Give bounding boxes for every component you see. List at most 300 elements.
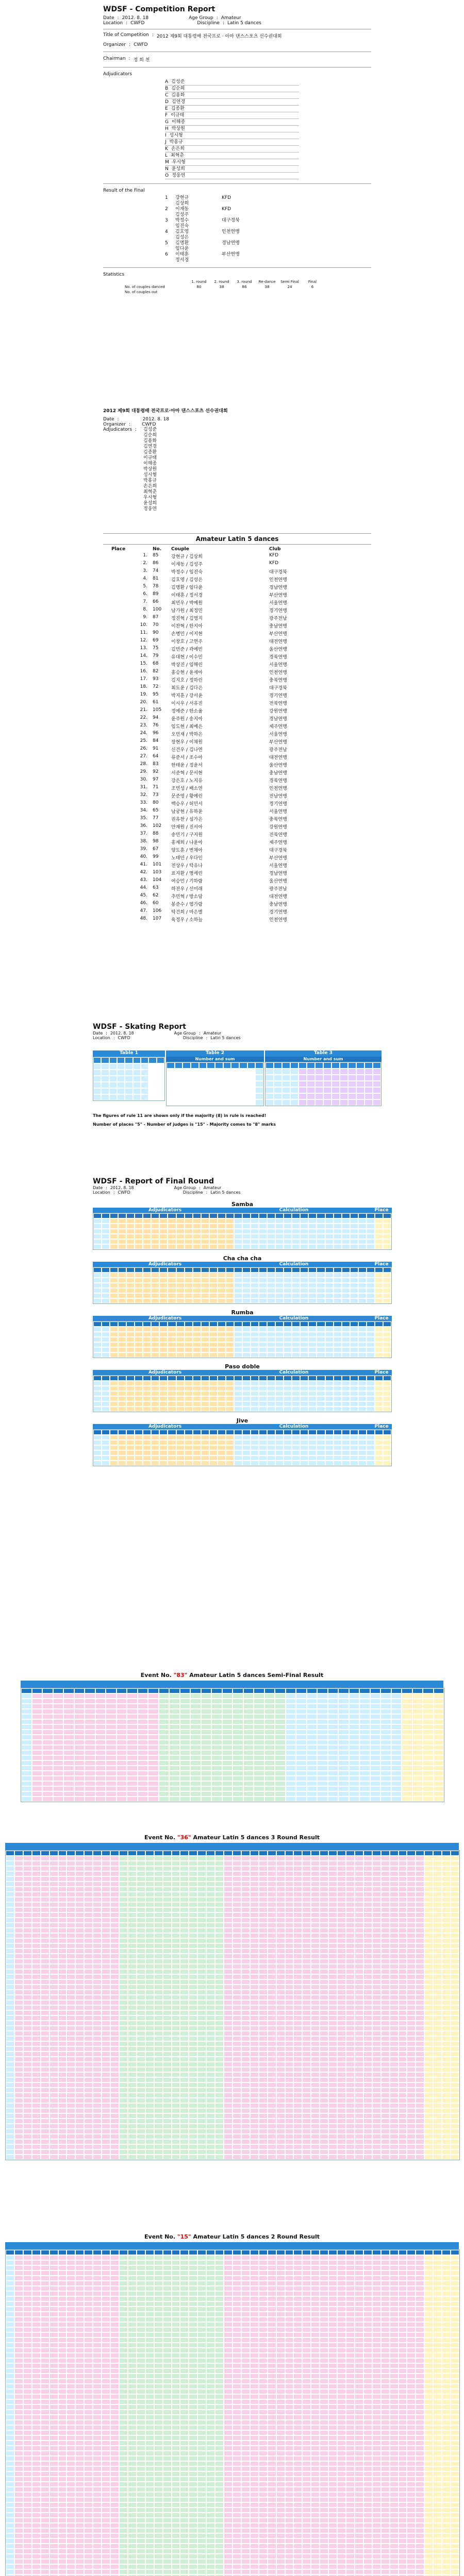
- event-cell: [390, 1985, 399, 1990]
- event-cell: [268, 2036, 276, 2041]
- event-cell: [93, 1882, 102, 1887]
- dance-cell: [168, 1440, 176, 1445]
- dance-cell: [259, 1440, 267, 1445]
- placing-couple: 탁건희 / 마은별: [171, 910, 203, 915]
- event-cell: [110, 1943, 119, 1948]
- dance-cell: [168, 1450, 176, 1455]
- event-cell: [222, 1745, 233, 1750]
- fr-location-label: Location: [93, 1190, 110, 1195]
- event-cell: [32, 1995, 41, 2000]
- dance-cell: [159, 1352, 168, 1358]
- dance-cell: [267, 1283, 275, 1288]
- event-cell: [391, 1688, 402, 1693]
- event-cell: [53, 1724, 64, 1730]
- event-cell: [215, 1969, 224, 1974]
- event-cell: [163, 1902, 172, 1907]
- dance-cell: [201, 1239, 209, 1244]
- event-cell: [102, 1923, 110, 1928]
- event-cell: [180, 1730, 191, 1735]
- event-cell: [75, 1933, 84, 1938]
- event-cell: [58, 1923, 67, 1928]
- dance-cell: [383, 1234, 391, 1239]
- event-cell: [58, 1938, 67, 1943]
- dance-cell: [110, 1450, 118, 1455]
- event-cell: [276, 2021, 285, 2026]
- dance-cell: [325, 1342, 334, 1347]
- dance-cell: [193, 1224, 201, 1229]
- dance-cell: [300, 1337, 308, 1342]
- event-cell: [241, 1882, 250, 1887]
- event-cell: [407, 1959, 416, 1964]
- dance-cell: [126, 1234, 135, 1239]
- grid-cell: [290, 1062, 299, 1069]
- grid-cell: [348, 1093, 356, 1099]
- event-cell: [206, 1861, 215, 1866]
- final-partner-b: 김성은: [175, 235, 189, 240]
- event-cell: [21, 1724, 32, 1730]
- event-cell: [224, 2000, 233, 2005]
- event-cell: [49, 1871, 58, 1876]
- dance-cell: [176, 1450, 185, 1455]
- grid-cell: [148, 1076, 156, 1082]
- event-cell: [74, 1755, 85, 1760]
- placing-couple: 육정우 / 소하늘: [171, 918, 203, 923]
- event-cell: [433, 1938, 442, 1943]
- dance-cell: [151, 1381, 159, 1386]
- event-cell: [268, 2052, 276, 2057]
- dance-cell: [159, 1386, 168, 1391]
- event-cell: [268, 2015, 276, 2021]
- dance-cell: [358, 1440, 367, 1445]
- dance-block: [93, 1417, 392, 1466]
- event-cell: [74, 1714, 85, 1719]
- dance-cell: [168, 1283, 176, 1288]
- event-cell: [268, 2010, 276, 2015]
- event-cell: [211, 1760, 222, 1766]
- grid-cell: [148, 1082, 156, 1088]
- event-cell: [349, 1797, 360, 1802]
- dance-cell: [102, 1352, 110, 1358]
- grid-cell: [223, 1062, 231, 1069]
- dance-cell: [193, 1440, 201, 1445]
- dance-cell: [317, 1298, 325, 1303]
- event-cell: [442, 1861, 451, 1866]
- dance-cell: [292, 1327, 300, 1332]
- dance-cell: [218, 1430, 226, 1435]
- event-cell: [320, 1851, 328, 1856]
- event-cell: [391, 1714, 402, 1719]
- dance-cell: [159, 1239, 168, 1244]
- dance-cell: [342, 1406, 350, 1412]
- event-cell: [407, 1897, 416, 1902]
- placing-club: 충남연맹: [269, 624, 287, 629]
- placing-couple: 노태민 / 우다인: [171, 856, 203, 861]
- event-cell: [264, 1760, 275, 1766]
- event-cell: [32, 2005, 41, 2010]
- dance-cell: [176, 1376, 185, 1381]
- event-cell: [180, 1776, 191, 1781]
- grid-cell: [117, 1063, 125, 1070]
- dance-cell: [342, 1321, 350, 1327]
- event-cell: [41, 2062, 49, 2067]
- dance-cell: [93, 1293, 102, 1298]
- event-cell: [206, 2052, 215, 2057]
- event-cell: [75, 1861, 84, 1866]
- event-cell: [390, 1912, 399, 1918]
- event-cell: [285, 1856, 294, 1861]
- event-cell: [102, 1902, 110, 1907]
- event-cell: [206, 1933, 215, 1938]
- event-cell: [259, 1871, 268, 1876]
- event-cell: [302, 2010, 311, 2015]
- event-cell: [84, 1943, 93, 1948]
- event-cell: [180, 1786, 191, 1791]
- dance-cell: [350, 1430, 358, 1435]
- event-cell: [154, 1995, 163, 2000]
- event-cell: [206, 1882, 215, 1887]
- dance-cell: [118, 1332, 126, 1337]
- event-cell: [119, 1969, 128, 1974]
- event-cell: [85, 1797, 95, 1802]
- event-cell: [241, 2026, 250, 2031]
- event-cell: [372, 1897, 381, 1902]
- dance-cell: [275, 1430, 284, 1435]
- grid-cell: [348, 1099, 356, 1106]
- event-cell: [63, 1740, 74, 1745]
- event-cell: [302, 1871, 311, 1876]
- event-cell: [264, 1766, 275, 1771]
- event-cell: [275, 1688, 286, 1693]
- event-cell: [442, 1912, 451, 1918]
- event-cell: [63, 1791, 74, 1797]
- event-cell: [296, 1786, 307, 1791]
- dance-cell: [267, 1376, 275, 1381]
- event-cell: [433, 2052, 442, 2057]
- event-cell: [264, 1745, 275, 1750]
- final-couple: [175, 195, 222, 207]
- grid-cell: [282, 1099, 290, 1106]
- dance-cell: [284, 1337, 292, 1342]
- dance-cell: [118, 1244, 126, 1249]
- event-cell: [259, 1979, 268, 1985]
- dance-cell: [185, 1283, 193, 1288]
- event-cell: [416, 1933, 424, 1938]
- grid-cell: [215, 1081, 223, 1087]
- event-cell: [23, 1995, 32, 2000]
- placing-couple: 장현우 / 이채원: [171, 740, 203, 745]
- dance-cell: [350, 1213, 358, 1218]
- event-cell: [14, 2057, 23, 2062]
- dance-cell: [218, 1342, 226, 1347]
- dance-cell: [176, 1352, 185, 1358]
- dance-cell: [201, 1321, 209, 1327]
- event-cell: [102, 1985, 110, 1990]
- event-cell: [163, 1943, 172, 1948]
- dance-cell: [93, 1229, 102, 1234]
- event-cell: [49, 1974, 58, 1979]
- event-cell: [110, 1918, 119, 1923]
- event-cell: [215, 2015, 224, 2021]
- dance-cell: [275, 1445, 284, 1450]
- event-cell: [370, 1735, 381, 1740]
- event-cell: [268, 1928, 276, 1933]
- info-adjudicator-name: 박홍규: [143, 478, 157, 483]
- event-cell: [423, 1766, 434, 1771]
- event-cell: [380, 1693, 391, 1699]
- event-cell: [53, 1791, 64, 1797]
- event-cell: [241, 1871, 250, 1876]
- event-cell: [180, 2015, 189, 2021]
- dance-cell: [193, 1445, 201, 1450]
- placing-club: 서울연맹: [269, 601, 287, 606]
- event-cell: [6, 1990, 14, 1995]
- event-cell: [433, 2010, 442, 2015]
- event-cell: [259, 1856, 268, 1861]
- final-result-list: [165, 195, 371, 263]
- dance-cell: [118, 1391, 126, 1396]
- event-cell: [49, 1933, 58, 1938]
- event-cell: [127, 1740, 138, 1745]
- dance-cell: [135, 1293, 143, 1298]
- event-cell: [14, 2062, 23, 2067]
- event-cell: [206, 1995, 215, 2000]
- adjudicator-code: M: [165, 160, 169, 165]
- event-cell: [95, 1740, 106, 1745]
- dance-cell: [185, 1332, 193, 1337]
- event-cell: [243, 1719, 254, 1724]
- event-cell: [148, 1750, 159, 1755]
- dance-cell: [143, 1244, 151, 1249]
- dance-cell: [185, 1376, 193, 1381]
- placing-couple: 박상진 / 임해린: [171, 663, 203, 668]
- event-cell: [110, 1897, 119, 1902]
- dance-cell: [251, 1391, 259, 1396]
- event-cell: [391, 1797, 402, 1802]
- event-cell: [128, 1897, 137, 1902]
- event-cell: [338, 1735, 349, 1740]
- adjudicator-row: [165, 119, 299, 126]
- grid-cell: [332, 1081, 340, 1087]
- event-cell: [189, 1856, 197, 1861]
- table1-grid: [93, 1057, 165, 1101]
- event-cell: [215, 2031, 224, 2036]
- event-cell: [93, 1938, 102, 1943]
- dance-cell: [300, 1461, 308, 1466]
- event-cell: [402, 1786, 412, 1791]
- event-cell: [224, 1979, 233, 1985]
- event-cell: [276, 1861, 285, 1866]
- dance-cell: [176, 1396, 185, 1401]
- event-cell: [302, 2057, 311, 2062]
- dance-cell: [367, 1234, 375, 1239]
- dance-cell: [185, 1396, 193, 1401]
- event-cell: [93, 1918, 102, 1923]
- dance-cell: [342, 1293, 350, 1298]
- dance-cell: [342, 1342, 350, 1347]
- placing-club: 전북연맹: [269, 833, 287, 838]
- event-cell: [148, 1719, 159, 1724]
- event-cell: [189, 1902, 197, 1907]
- dance-cell: [375, 1376, 383, 1381]
- event-cell: [53, 1688, 64, 1693]
- event-cell: [169, 1776, 180, 1781]
- event-cell: [349, 1745, 360, 1750]
- event-cell: [254, 1714, 264, 1719]
- event-cell: [206, 2010, 215, 2015]
- dance-cell: [218, 1401, 226, 1406]
- event-cell: [206, 1902, 215, 1907]
- event-cell: [197, 1948, 206, 1954]
- event-cell: [74, 1735, 85, 1740]
- dance-cell: [317, 1327, 325, 1332]
- event-cell: [128, 1902, 137, 1907]
- grid-cell: [167, 1069, 175, 1075]
- event-cell: [434, 1714, 444, 1719]
- dance-cell: [251, 1213, 259, 1218]
- event-cell: [32, 1719, 43, 1724]
- event-cell: [93, 2052, 102, 2057]
- event-cell: [190, 1771, 201, 1776]
- grid-cell: [266, 1099, 274, 1106]
- event-cell: [407, 1861, 416, 1866]
- event-cell: [293, 2031, 302, 2036]
- event-cell: [380, 1730, 391, 1735]
- adjudicator-code: J: [165, 140, 167, 145]
- event-cell: [172, 1964, 180, 1969]
- event-cell: [359, 1760, 370, 1766]
- event-cell: [67, 2057, 75, 2062]
- adjudicator-name: 박상원: [171, 126, 185, 131]
- dance-cell: [234, 1450, 242, 1455]
- dance-cell: [185, 1347, 193, 1352]
- event-cell: [399, 1923, 407, 1928]
- dance-cell: [342, 1278, 350, 1283]
- dance-cell: [151, 1386, 159, 1391]
- event-cell: [215, 2036, 224, 2041]
- fr-date-label: Date: [93, 1185, 103, 1190]
- event-cell: [23, 1918, 32, 1923]
- grid-cell: [141, 1088, 148, 1094]
- event-cell: [337, 1892, 346, 1897]
- event-cell: [337, 1964, 346, 1969]
- event-cell: [110, 1887, 119, 1892]
- event-cell: [391, 1735, 402, 1740]
- event-cell: [296, 1709, 307, 1714]
- dance-cell: [334, 1455, 342, 1461]
- dance-cell: [284, 1293, 292, 1298]
- event-cell: [169, 1755, 180, 1760]
- dance-cell: [118, 1273, 126, 1278]
- dance-grid: [93, 1321, 392, 1358]
- dance-head-adjudicators: Adjudicators: [113, 1316, 217, 1321]
- event-cell: [128, 2046, 137, 2052]
- event-cell: [137, 1985, 145, 1990]
- placing-place: 11.: [140, 630, 147, 635]
- event-cell: [275, 1735, 286, 1740]
- event-cell: [424, 1866, 433, 1871]
- event-cell: [172, 1907, 180, 1912]
- dance-cell: [275, 1288, 284, 1293]
- event-cell: [311, 1990, 320, 1995]
- event-cell: [363, 2046, 372, 2052]
- event-cell: [320, 1964, 328, 1969]
- dance-cell: [185, 1440, 193, 1445]
- final-result-row: [165, 218, 371, 229]
- dance-cell: [126, 1386, 135, 1391]
- skating-note-1: The figures of rule 11 are shown only if the majority (8) in rule is reached!: [93, 1113, 267, 1118]
- event-cell: [49, 1954, 58, 1959]
- dance-cell: [317, 1283, 325, 1288]
- event-cell: [172, 1943, 180, 1948]
- event-cell: [433, 1959, 442, 1964]
- dance-cell: [358, 1347, 367, 1352]
- grid-cell: [223, 1081, 231, 1087]
- dance-cell: [218, 1283, 226, 1288]
- grid-cell: [356, 1087, 364, 1093]
- event-cell: [137, 2041, 145, 2046]
- dance-cell: [284, 1229, 292, 1234]
- event-cell: [67, 1861, 75, 1866]
- dance-cell: [267, 1293, 275, 1298]
- event-cell: [58, 1974, 67, 1979]
- event-cell: [320, 1902, 328, 1907]
- placing-club: 대구경북: [269, 570, 287, 575]
- event-cell: [250, 2041, 259, 2046]
- event-cell: [363, 1969, 372, 1974]
- event-cell: [32, 1861, 41, 1866]
- discipline-label: Discipline: [197, 21, 220, 26]
- event-cell: [320, 1943, 328, 1948]
- event-cell: [222, 1740, 233, 1745]
- event-cell: [390, 1923, 399, 1928]
- event-section: [0, 1672, 464, 1802]
- dance-cell: [218, 1332, 226, 1337]
- event-cell: [293, 2062, 302, 2067]
- dance-cell: [383, 1321, 391, 1327]
- placing-couple: 강현규 / 김상희: [171, 554, 203, 560]
- event-cell: [346, 1938, 355, 1943]
- event-cell: [311, 1943, 320, 1948]
- event-cell: [215, 2046, 224, 2052]
- dance-cell: [259, 1430, 267, 1435]
- grid-cell: [340, 1075, 348, 1081]
- event-cell: [363, 1866, 372, 1871]
- dance-cell: [275, 1224, 284, 1229]
- final-partner-a: 김명환: [175, 241, 189, 246]
- event-cell: [391, 1704, 402, 1709]
- event-cell: [23, 1851, 32, 1856]
- event-cell: [355, 1959, 363, 1964]
- event-cell: [241, 1897, 250, 1902]
- event-cell: [93, 1954, 102, 1959]
- dance-cell: [209, 1401, 218, 1406]
- dance-cell: [159, 1278, 168, 1283]
- placing-place: 25.: [140, 738, 147, 743]
- event-cell: [119, 1912, 128, 1918]
- event-cell: [346, 2005, 355, 2010]
- dance-cell: [275, 1455, 284, 1461]
- dance-cell: [284, 1430, 292, 1435]
- placing-place: 4.: [143, 576, 147, 581]
- dance-cell: [367, 1391, 375, 1396]
- event-cell: [154, 1851, 163, 1856]
- event-cell: [190, 1781, 201, 1786]
- event-cell: [21, 1740, 32, 1745]
- event-cell: [296, 1791, 307, 1797]
- dance-block: [93, 1255, 392, 1304]
- event-cell: [93, 1897, 102, 1902]
- dance-cell: [218, 1337, 226, 1342]
